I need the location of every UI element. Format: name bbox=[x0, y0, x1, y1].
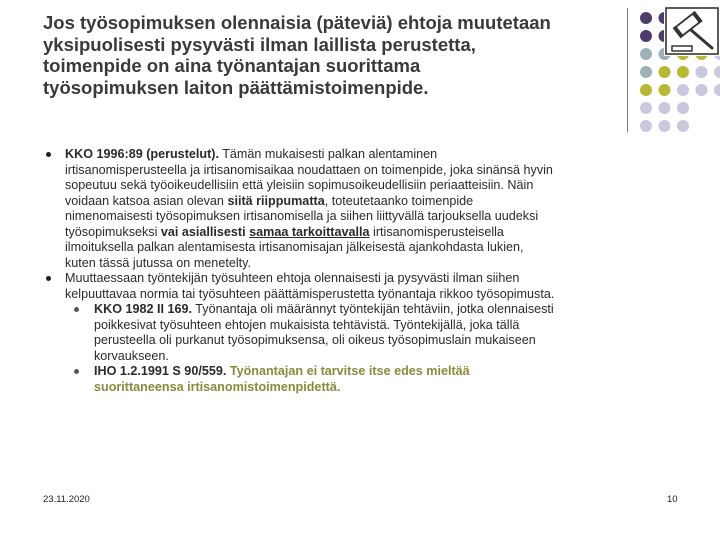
title-line: Jos työsopimuksen olennaisia (päteviä) ehtoja muutetaan bbox=[43, 12, 551, 33]
emphasis: vai asiallisesti bbox=[160, 224, 250, 239]
decorative-dot bbox=[659, 120, 671, 132]
title-line: yksipuolisesti pysyvästi ilman laillista perustetta, bbox=[43, 33, 476, 55]
text-line: korvaukseen. bbox=[94, 348, 169, 363]
title-divider bbox=[627, 8, 628, 132]
text-line: Muuttaessaan työntekijän työsuhteen ehtoja olennaisesti ja pysyvästi ilman siihen bbox=[65, 271, 520, 285]
underlined-emphasis: samaa tarkoittavalla bbox=[249, 224, 370, 239]
decorative-dot bbox=[714, 66, 720, 78]
text-line: ilmoituksella palkan alentamisesta irtisanomisajan jälkeisestä ajankohdasta lukien, bbox=[65, 240, 524, 254]
decorative-dot bbox=[677, 66, 689, 78]
text: , toteutetaanko toimenpide bbox=[324, 193, 474, 208]
list-item bbox=[46, 147, 696, 271]
emphasis: siitä riippumatta bbox=[227, 193, 325, 208]
decorative-dot bbox=[677, 120, 689, 132]
text: voidaan katsoa asian olevan bbox=[65, 193, 228, 208]
decorative-dot bbox=[677, 84, 689, 96]
decorative-dot bbox=[640, 102, 652, 114]
case-reference: IHO 1.2.1991 S 90/559. bbox=[94, 364, 227, 378]
case-reference: KKO 1996:89 (perustelut). bbox=[65, 147, 219, 161]
decorative-dot bbox=[640, 12, 652, 24]
decorative-dot bbox=[640, 84, 652, 96]
text-line: irtisanomisperusteella ja irtisanomisaikaa noudattaen on toimenpide, joka sinänsä hyvin bbox=[65, 162, 553, 177]
decorative-dot bbox=[714, 84, 720, 96]
text-line: nimenomaisesti työsopimuksen irtisanomisella ja siihen liittyvällä tarjouksella uudeksi bbox=[65, 209, 539, 223]
footer-date: 23.11.2020 bbox=[43, 494, 90, 505]
text-line: sopeutuu sekä työoikeudellisiin että yleisiin sopimusoikeudellisiin periaatteisiin. Näin bbox=[65, 178, 534, 192]
decorative-dot bbox=[640, 30, 652, 42]
text-line: kelpuuttavaa normia tai työsuhteen päättämisperustetta työnantaja rikkoo työsopimusta. bbox=[65, 286, 555, 301]
title-line: työsopimuksen laiton päättämistoimenpide. bbox=[43, 76, 429, 98]
text: irtisanomisperusteisella bbox=[369, 224, 504, 239]
text: Tämän mukaisesti palkan alentaminen bbox=[218, 147, 438, 161]
sub-list-item bbox=[46, 302, 696, 364]
text-line: kuten tässä jutussa on menetelty. bbox=[65, 255, 251, 270]
sub-list-item bbox=[46, 364, 696, 395]
bullet-dot bbox=[74, 307, 79, 312]
text: Työnantaja oli määrännyt työntekijän tehtäviin, jotka olennaisesti bbox=[192, 302, 554, 316]
highlighted-text: Työnantajan ei tarvitse itse edes mieltää bbox=[226, 364, 470, 378]
decorative-dot bbox=[659, 66, 671, 78]
decorative-dot bbox=[696, 84, 708, 96]
text-line: poikkesivat työsuhteen ehtojen mukaisista tehtävistä. Työntekijällä, joka tällä bbox=[94, 317, 520, 332]
bullet-dot bbox=[74, 369, 79, 374]
decorative-dot bbox=[640, 120, 652, 132]
text: työsopimukseksi bbox=[65, 224, 161, 239]
slide-body bbox=[46, 147, 696, 395]
slide-title bbox=[43, 12, 623, 98]
gavel-icon bbox=[664, 6, 720, 56]
title-line: toimenpide on aina työnantajan suorittama bbox=[43, 55, 421, 76]
decorative-dot bbox=[677, 102, 689, 114]
gavel-logo bbox=[664, 6, 720, 56]
page-number: 10 bbox=[667, 494, 678, 505]
decorative-dot bbox=[696, 66, 708, 78]
text-line: perusteella oli purkanut työsopimuksensa, oli oikeus työsopimuslain mukaiseen bbox=[94, 333, 536, 347]
case-reference: KKO 1982 II 169. bbox=[94, 302, 193, 316]
highlighted-text: suorittaneensa irtisanomistoimenpidettä. bbox=[94, 379, 341, 394]
decorative-dot bbox=[640, 66, 652, 78]
list-item bbox=[46, 271, 696, 395]
bullet-dot bbox=[46, 276, 51, 281]
decorative-dot bbox=[659, 102, 671, 114]
decorative-dot bbox=[659, 84, 671, 96]
bullet-dot bbox=[46, 152, 51, 157]
decorative-dot bbox=[640, 48, 652, 60]
